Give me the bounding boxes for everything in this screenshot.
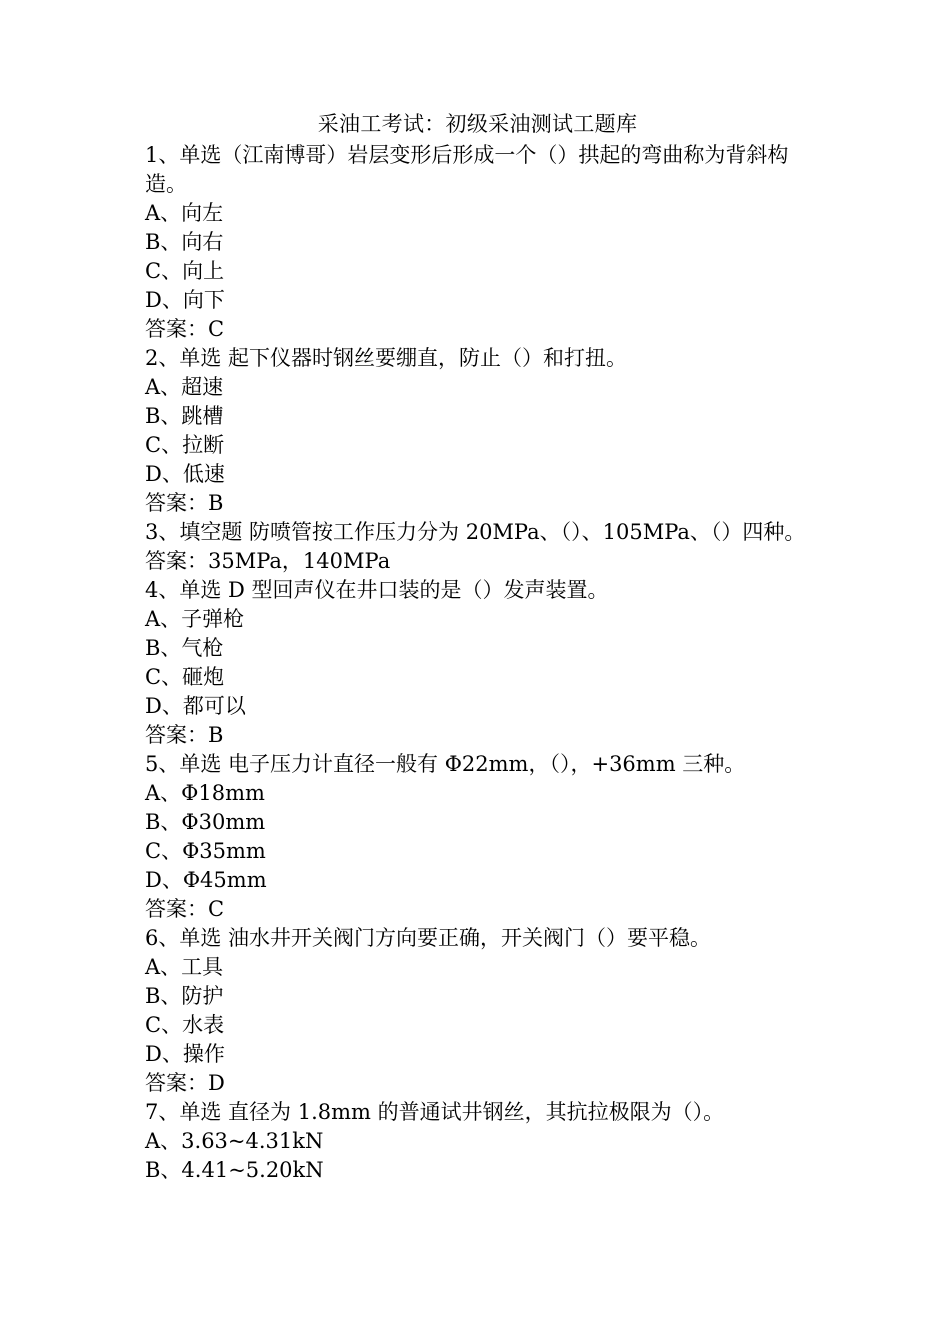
answer: 答案：C <box>145 897 225 921</box>
answer: 答案：C <box>145 317 225 341</box>
question-stem: 3、填空题 防喷管按工作压力分为 20MPa、（）、105MPa、（）四种。 <box>145 520 806 544</box>
question-stem: 7、单选 直径为 1.8mm 的普通试井钢丝，其抗拉极限为（）。 <box>145 1100 725 1124</box>
question-stem: 6、单选 油水井开关阀门方向要正确，开关阀门（）要平稳。 <box>145 926 712 950</box>
question-stem: 4、单选 D 型回声仪在井口装的是（）发声装置。 <box>145 578 609 602</box>
question-3 <box>145 518 810 576</box>
option-b: B、气枪 <box>145 636 224 660</box>
question-stem: 1、单选（江南博哥）岩层变形后形成一个（）拱起的弯曲称为背斜构造。 <box>145 143 789 196</box>
question-5 <box>145 750 810 924</box>
option-c: C、砸炮 <box>145 665 225 689</box>
option-c: C、拉断 <box>145 433 225 457</box>
answer: 答案：B <box>145 723 224 747</box>
document-page <box>145 108 810 1185</box>
option-a: A、向左 <box>145 201 224 225</box>
option-c: C、向上 <box>145 259 225 283</box>
answer: 答案：35MPa，140MPa <box>145 549 391 573</box>
option-a: A、3.63~4.31kN <box>145 1129 324 1153</box>
question-7 <box>145 1098 810 1185</box>
option-d: D、都可以 <box>145 694 246 718</box>
option-a: A、工具 <box>145 955 224 979</box>
option-d: D、Φ45mm <box>145 868 267 892</box>
question-2 <box>145 344 810 518</box>
answer: 答案：B <box>145 491 224 515</box>
option-b: B、向右 <box>145 230 224 254</box>
answer: 答案：D <box>145 1071 225 1095</box>
option-b: B、防护 <box>145 984 224 1008</box>
option-d: D、低速 <box>145 462 225 486</box>
option-c: C、Φ35mm <box>145 839 266 863</box>
question-stem: 5、单选 电子压力计直径一般有 Φ22mm，（），+36mm 三种。 <box>145 752 746 776</box>
option-a: A、超速 <box>145 375 224 399</box>
document-title: 采油工考试：初级采油测试工题库 <box>317 112 638 136</box>
question-1 <box>145 141 810 344</box>
question-4 <box>145 576 810 750</box>
question-6 <box>145 924 810 1098</box>
option-c: C、水表 <box>145 1013 225 1037</box>
option-a: A、Φ18mm <box>145 781 265 805</box>
option-a: A、子弹枪 <box>145 607 245 631</box>
option-b: B、Φ30mm <box>145 810 266 834</box>
option-b: B、跳槽 <box>145 404 224 428</box>
question-stem: 2、单选 起下仪器时钢丝要绷直，防止（）和打扭。 <box>145 346 628 370</box>
option-b: B、4.41~5.20kN <box>145 1158 324 1182</box>
option-d: D、操作 <box>145 1042 225 1066</box>
option-d: D、向下 <box>145 288 225 312</box>
